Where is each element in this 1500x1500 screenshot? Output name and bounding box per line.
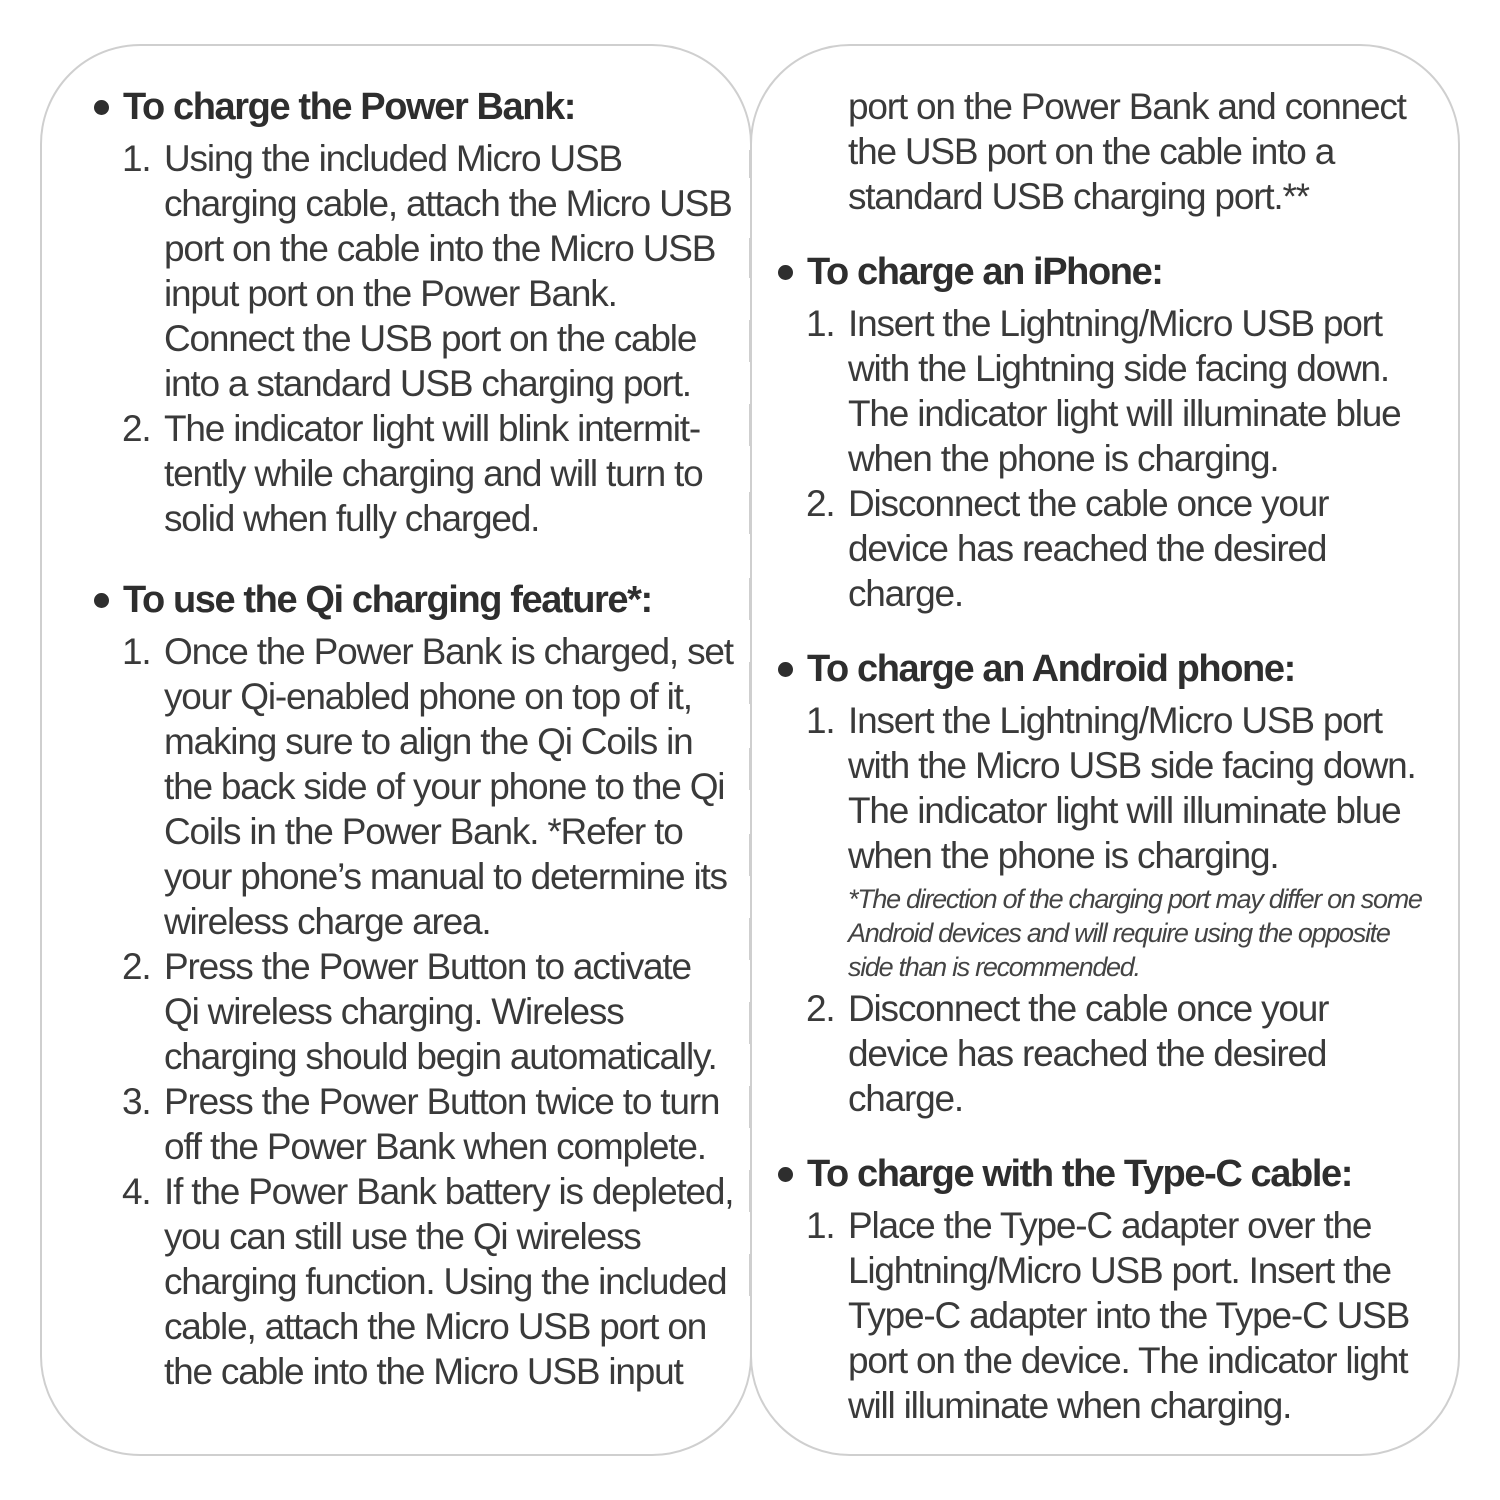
instruction-list bbox=[94, 629, 734, 1394]
fold-line-dash bbox=[749, 1086, 752, 1128]
bullet-icon bbox=[778, 662, 793, 677]
instruction-list bbox=[778, 1203, 1428, 1428]
list-item: 1. Place the Type-C adapter over the Lightning/Micro USB port. Insert the Type-C adapter into the Type-C USB port on the device. The indicator light will illuminate when charging. bbox=[806, 1205, 1410, 1426]
fold-line-dash bbox=[749, 662, 752, 704]
fold-line-dash bbox=[749, 404, 752, 446]
right-column bbox=[778, 84, 1428, 1428]
list-item: 1. Once the Power Bank is charged, set your Qi-enabled phone on top of it, making sure to align the Qi Coils in the back side of your phone to the Qi Coils in the Power Bank. *Refer to your phone’s manual to determine its wireless charge area. bbox=[122, 631, 733, 942]
fold-line-dash bbox=[749, 238, 752, 278]
list-item: 4. If the Power Bank battery is depleted, you can still use the Qi wireless charging function. Using the included cable, attach the Micro USB port on the cable into the Micro USB input bbox=[122, 1171, 734, 1392]
bullet-icon bbox=[778, 265, 793, 280]
bullet-icon bbox=[94, 593, 109, 608]
section-heading-qi-charging: To use the Qi charging feature*: bbox=[94, 577, 734, 623]
fold-line-dash bbox=[749, 1002, 752, 1044]
fold-line-dash bbox=[749, 1170, 752, 1212]
list-item: 3. Press the Power Button twice to turn off the Power Bank when complete. bbox=[122, 1081, 720, 1167]
instruction-list bbox=[778, 301, 1428, 616]
instruction-list bbox=[778, 698, 1428, 1121]
list-item: 1. Insert the Lightning/Micro USB port with the Micro USB side facing down. The indicator light will illuminate blue when the phone is charging. bbox=[806, 700, 1416, 876]
fold-line-dash bbox=[749, 150, 752, 178]
list-item: 2. The indicator light will blink intermit-tently while charging and will turn to solid when fully charged. bbox=[122, 408, 703, 539]
fold-line-dash bbox=[749, 492, 752, 534]
fold-line-dash bbox=[749, 748, 752, 790]
bullet-icon bbox=[778, 1167, 793, 1182]
section-heading-charge-android: To charge an Android phone: bbox=[778, 646, 1428, 692]
list-item: 2. Press the Power Button to activate Qi wireless charging. Wireless charging should begin automatically. bbox=[122, 946, 717, 1077]
fold-line-dash bbox=[749, 918, 752, 960]
fold-line-dash bbox=[749, 834, 752, 876]
continued-text: port on the Power Bank and connect the USB port on the cable into a standard USB charging port.** bbox=[848, 86, 1406, 217]
fold-line-dash bbox=[749, 320, 752, 362]
fold-line-dash bbox=[749, 1254, 752, 1296]
list-item: 2. Disconnect the cable once your device has reached the desired charge. bbox=[806, 988, 1329, 1119]
list-item: 1. Using the included Micro USB charging cable, attach the Micro USB port on the cable into the Micro USB input port on the Power Bank. Connect the USB port on the cable into a standard USB charging port. bbox=[122, 138, 732, 404]
list-item: 1. Insert the Lightning/Micro USB port with the Lightning side facing down. The indicator light will illuminate blue when the phone is charging. bbox=[806, 303, 1401, 479]
section-heading-type-c: To charge with the Type-C cable: bbox=[778, 1151, 1428, 1197]
bullet-icon bbox=[94, 100, 109, 115]
instruction-list bbox=[94, 136, 734, 541]
section-heading-charge-power-bank: To charge the Power Bank: bbox=[94, 84, 734, 130]
list-item: 2. Disconnect the cable once your device has reached the desired charge. bbox=[806, 483, 1329, 614]
section-heading-charge-iphone: To charge an iPhone: bbox=[778, 249, 1428, 295]
fold-line-dash bbox=[749, 578, 752, 620]
left-column bbox=[94, 84, 734, 1394]
android-direction-note: *The direction of the charging port may differ on some Android devices and will require using the opposite side than is recommended. bbox=[848, 884, 1422, 982]
